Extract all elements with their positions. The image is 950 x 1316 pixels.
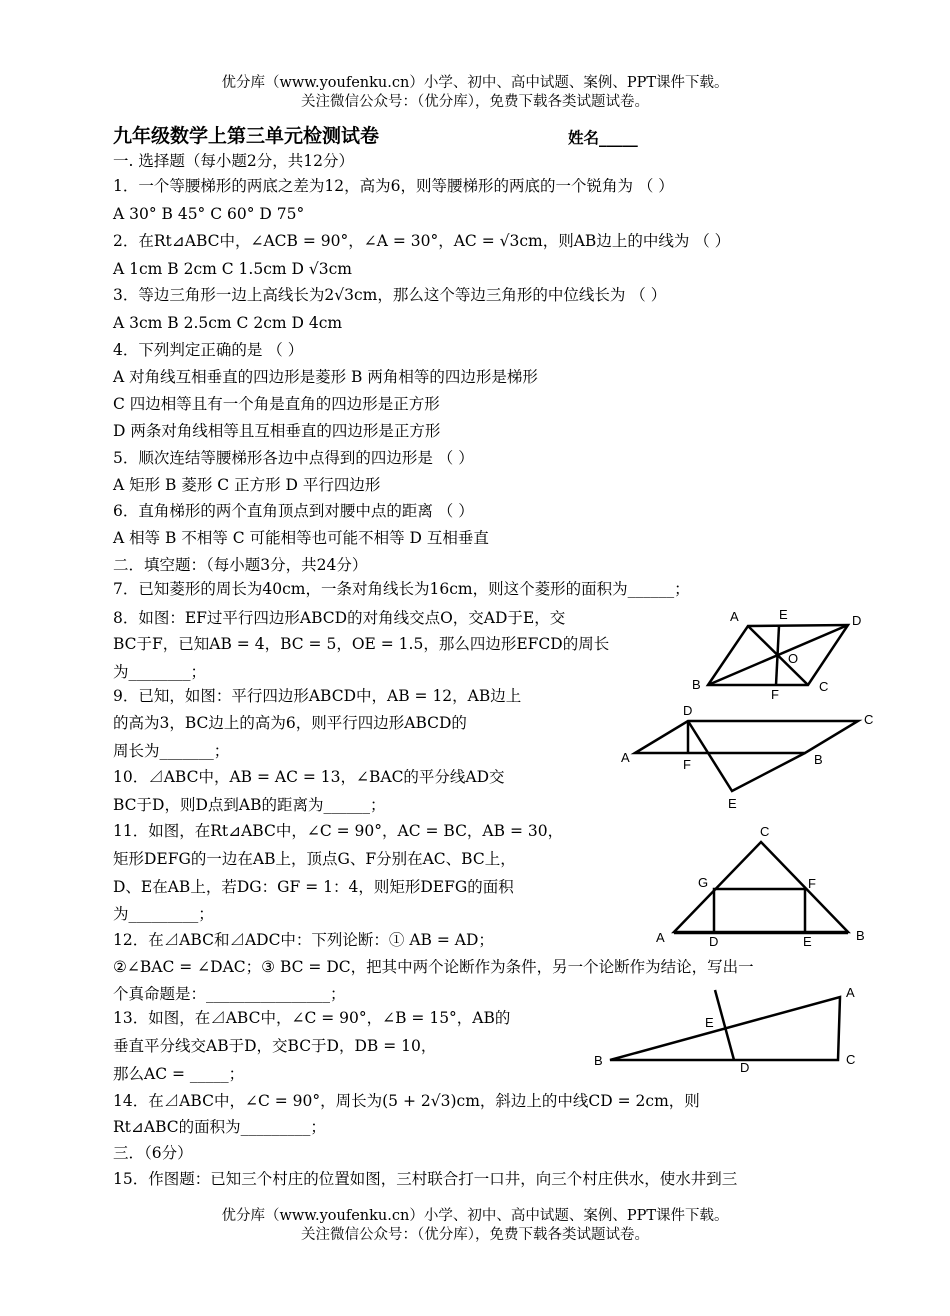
q8-line-3: 为________； (113, 663, 207, 681)
label-A: A (730, 609, 739, 624)
q1-options: A 30° B 45° C 60° D 75° (113, 205, 305, 223)
q9-line-1: 9．已知，如图：平行四边形ABCD中，AB = 12，AB边上 (113, 687, 522, 705)
label-C: C (846, 1052, 856, 1067)
figure-q9-parallelogram-heights (615, 700, 885, 815)
q13-line-2: 垂直平分线交AB于D，交BC于D，DB = 10， (113, 1037, 437, 1055)
label-D: D (709, 934, 719, 949)
q13-line-1: 13．如图，在⊿ABC中，∠C = 90°，∠B = 15°，AB的 (113, 1009, 511, 1027)
label-E: E (705, 1015, 714, 1030)
q2-text: 2．在Rt⊿ABC中，∠ACB = 90°，∠A = 30°，AC = √3cm，则AB边上的中线为 （ ） (113, 232, 731, 250)
section-1-heading: 一. 选择题（每小题2分，共12分） (113, 152, 354, 170)
q4-option-ab: A 对角线互相垂直的四边形是菱形 B 两角相等的四边形是梯形 (113, 368, 538, 386)
q11-line-4: 为_________； (113, 905, 214, 923)
q13-line-3: 那么AC = _____； (113, 1065, 245, 1083)
label-G: G (698, 875, 709, 890)
label-B: B (692, 677, 701, 692)
section-3-heading: 三．（6分） (113, 1144, 193, 1162)
q4-option-d: D 两条对角线相等且互相垂直的四边形是正方形 (113, 422, 441, 440)
q6-options: A 相等 B 不相等 C 可能相等也可能不相等 D 互相垂直 (113, 529, 489, 547)
label-D: D (683, 703, 693, 718)
label-F: F (771, 687, 779, 702)
q12-line-1: 12．在⊿ABC和⊿ADC中：下列论断：① AB = AD； (113, 931, 494, 949)
q14-line-1: 14．在⊿ABC中，∠C = 90°，周长为(5 + 2√3)cm，斜边上的中线CD = 2cm，则 (113, 1092, 700, 1110)
q8-line-1: 8．如图：EF过平行四边形ABCD的对角线交点O，交AD于E，交 (113, 609, 566, 627)
label-A: A (846, 985, 855, 1000)
q2-options: A 1cm B 2cm C 1.5cm D √3cm (113, 260, 352, 278)
label-F: F (683, 757, 691, 772)
label-C: C (819, 679, 829, 694)
q11-line-2: 矩形DEFG的一边在AB上，顶点G、F分别在AC、BC上， (113, 850, 516, 868)
figure-q13-right-triangle (590, 982, 870, 1077)
label-C: C (864, 712, 874, 727)
q14-line-2: Rt⊿ABC的面积为_________； (113, 1118, 326, 1136)
q4-option-c: C 四边相等且有一个角是直角的四边形是正方形 (113, 395, 440, 413)
label-E: E (779, 607, 788, 622)
label-A: A (656, 930, 665, 945)
q4-text: 4．下列判定正确的是 （ ） (113, 341, 304, 359)
q5-options: A 矩形 B 菱形 C 正方形 D 平行四边形 (113, 476, 381, 494)
q15-line-1: 15．作图题：已知三个村庄的位置如图，三村联合打一口井，向三个村庄供水，使水井到三 (113, 1170, 738, 1188)
q5-text: 5．顺次连结等腰梯形各边中点得到的四边形是 （ ） (113, 449, 474, 467)
label-B: B (814, 752, 823, 767)
section-2-heading: 二．填空题：（每小题3分，共24分） (113, 556, 368, 574)
q11-line-1: 11．如图，在Rt⊿ABC中，∠C = 90°，AC = BC，AB = 30， (113, 822, 564, 840)
label-O: O (788, 651, 799, 666)
q12-line-2: ②∠BAC = ∠DAC；③ BC = DC，把其中两个论断作为条件，另一个论断作为结论，写出一 (113, 958, 754, 976)
label-B: B (594, 1053, 603, 1068)
footer-line-2: 关注微信公众号：（优分库），免费下载各类试题试卷。 (301, 1227, 649, 1243)
label-F: F (808, 876, 816, 891)
height-de (688, 721, 805, 791)
label-D: D (740, 1060, 750, 1075)
q12-line-3: 个真命题是：________________； (113, 985, 346, 1003)
segment-ef (776, 626, 779, 685)
footer-line-1: 优分库（www.youfenku.cn）小学、初中、高中试题、案例、PPT课件下载。 (221, 1208, 729, 1224)
q10-line-1: 10．⊿ABC中，AB = AC = 13，∠BAC的平分线AD交 (113, 768, 505, 786)
q9-line-2: 的高为3，BC边上的高为6，则平行四边形ABCD的 (113, 714, 467, 732)
q6-text: 6．直角梯形的两个直角顶点到对腰中点的距离 （ ） (113, 502, 474, 520)
page-title: 九年级数学上第三单元检测试卷 (113, 125, 380, 147)
q3-options: A 3cm B 2.5cm C 2cm D 4cm (113, 314, 343, 332)
q10-line-2: BC于D，则D点到AB的距离为______； (113, 796, 386, 814)
label-A: A (621, 750, 630, 765)
figure-q8-parallelogram (680, 605, 880, 705)
rectangle-defg (714, 889, 805, 932)
label-D: D (852, 613, 862, 628)
q8-line-2: BC于F，已知AB = 4，BC = 5，OE = 1.5，那么四边形EFCD的周长 (113, 635, 610, 653)
q1-text: 1．一个等腰梯形的两底之差为12，高为6，则等腰梯形的两底的一个锐角为 （ ） (113, 177, 674, 195)
perpendicular-bisector (715, 990, 734, 1060)
figure-q11-triangle-rectangle (650, 822, 880, 952)
header-line-2: 关注微信公众号：（优分库），免费下载各类试题试卷。 (301, 94, 649, 110)
parallelogram-abcd (635, 721, 858, 753)
label-E: E (803, 934, 812, 949)
header-line-1: 优分库（www.youfenku.cn）小学、初中、高中试题、案例、PPT课件下载。 (221, 75, 729, 91)
q9-line-3: 周长为_______； (113, 742, 230, 760)
label-E: E (728, 796, 737, 811)
q11-line-3: D、E在AB上，若DG：GF = 1：4，则矩形DEFG的面积 (113, 878, 514, 896)
label-C: C (760, 824, 770, 839)
q3-text: 3．等边三角形一边上高线长为2√3cm，那么这个等边三角形的中位线长为 （ ） (113, 286, 667, 304)
label-B: B (856, 928, 865, 943)
name-field-label: 姓名_____ (568, 128, 638, 147)
q7-text: 7．已知菱形的周长为40cm，一条对角线长为16cm，则这个菱形的面积为______； (113, 580, 690, 598)
